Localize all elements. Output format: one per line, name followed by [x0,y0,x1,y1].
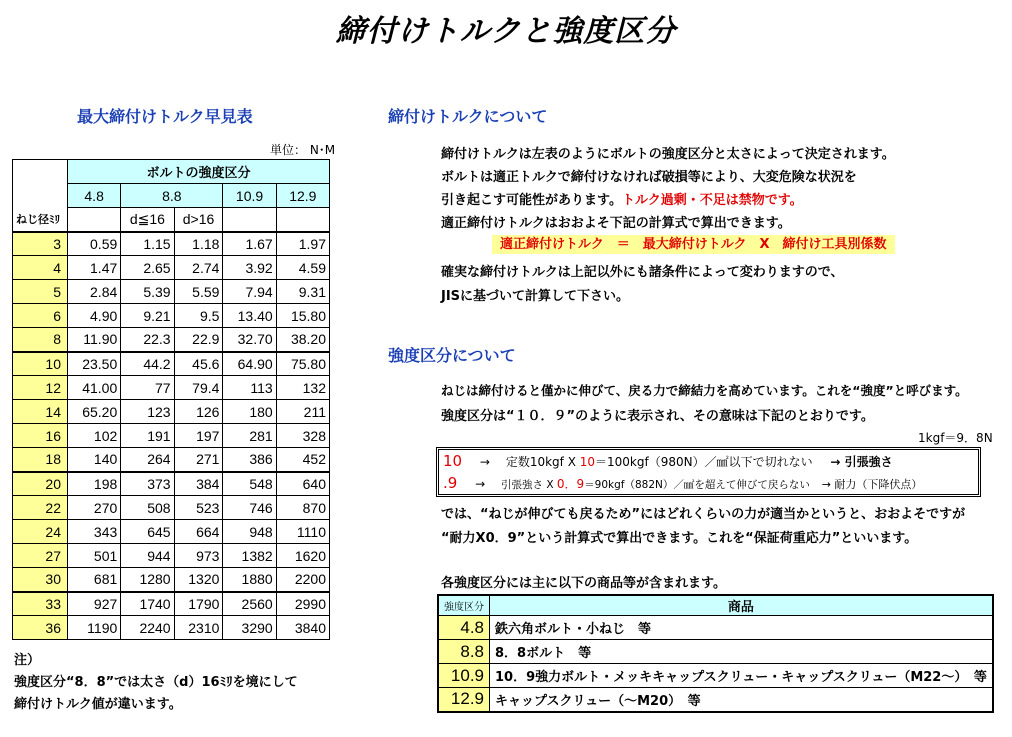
torque-value-cell: 79.4 [174,376,223,400]
arrow: → [479,455,490,469]
note-line-1: 強度区分“8．8”では太さ（d）16ﾐﾘを境にして [14,675,298,690]
torque-value-cell: 9.5 [174,304,223,328]
torque-value-cell: 548 [223,472,276,496]
torque-value-cell: 1190 [68,616,121,640]
torque-value-cell: 44.2 [121,352,174,376]
torque-text-5: 確実な締付けトルクは上記以外にも諸条件によって変わりますので、 [441,265,844,280]
table-row [13,592,330,616]
torque-value-cell: 132 [276,376,329,400]
torque-value-cell: 2.74 [174,256,223,280]
table-row [13,520,330,544]
torque-value-cell: 328 [276,424,329,448]
torque-text-2: ボルトは適正トルクで締付けなければ破損等により、大変危険な状況を [441,170,857,185]
torque-value-cell: 1.47 [68,256,121,280]
dia-label: ねじ径ﾐﾘ [13,208,68,232]
sub-header-d-gt16: d>16 [174,208,223,232]
torque-value-cell: 5.59 [174,280,223,304]
torque-value-cell: 15.80 [276,304,329,328]
table-row [13,304,330,328]
strength-class-header: ボルトの強度区分 [68,160,330,184]
table-row [13,376,330,400]
torque-value-cell: 9.31 [276,280,329,304]
torque-value-cell: 1382 [223,544,276,568]
product-class-cell: 12.9 [438,688,490,712]
class-digit-10: 10 [443,452,463,470]
class-header: 12.9 [276,184,329,208]
torque-value-cell: 3840 [276,616,329,640]
definition-text: ＝90kgf（882N）／㎟を超えて伸びて戻らない [584,479,810,491]
torque-value-cell: 197 [174,424,223,448]
torque-text-3a: 引き起こす可能性があります。 [441,193,622,208]
class-header: 8.8 [121,184,223,208]
product-class-cell: 10.9 [438,664,490,688]
torque-value-cell: 2990 [276,592,329,616]
definition-result: → 引張強さ [830,455,893,469]
page-title: 締付けトルクと強度区分 [335,14,677,49]
torque-text-6: JISに基づいて計算して下さい。 [441,289,630,304]
torque-value-cell: 5.39 [121,280,174,304]
torque-value-cell: 198 [68,472,121,496]
torque-value-cell: 65.20 [68,400,121,424]
torque-value-cell: 373 [121,472,174,496]
table-row [13,424,330,448]
definition-text: 定数10kgf X [505,455,580,469]
definition-text: ＝100kgf（980N）／㎟以下で切れない [595,455,813,469]
torque-value-cell: 664 [174,520,223,544]
torque-value-cell: 41.00 [68,376,121,400]
torque-value-cell: 1320 [174,568,223,592]
diameter-cell: 14 [13,400,68,424]
definition-factor: 10 [579,455,596,469]
torque-value-cell: 113 [223,376,276,400]
torque-value-cell: 523 [174,496,223,520]
arrow: → [475,477,486,491]
definition-row-yield [439,472,978,494]
table-row [13,472,330,496]
torque-value-cell: 384 [174,472,223,496]
torque-value-cell: 2.65 [121,256,174,280]
class-section-heading: 強度区分について [388,346,516,365]
product-name-cell: キャップスクリュー（～M20） 等 [490,688,993,712]
torque-value-cell: 870 [276,496,329,520]
table-row [13,616,330,640]
corner-cell [13,160,68,208]
table-row [13,256,330,280]
torque-value-cell: 191 [121,424,174,448]
col-header-class: 強度区分 [438,595,490,616]
torque-value-cell: 270 [68,496,121,520]
product-name-cell: 8．8ボルト 等 [490,640,993,664]
torque-value-cell: 927 [68,592,121,616]
product-class-cell: 8.8 [438,640,490,664]
blank-cell [276,208,329,232]
torque-value-cell: 75.80 [276,352,329,376]
product-name-cell: 10．9強力ボルト・メッキキャップスクリュー・キャップスクリュー（M22～） 等 [490,664,993,688]
class-digit-9: .9 [443,474,458,492]
class-text-4: “耐力X0．9”という計算式で算出できます。これを“保証荷重応力”といいます。 [441,531,918,546]
torque-table [12,159,330,640]
torque-value-cell: 948 [223,520,276,544]
torque-value-cell: 281 [223,424,276,448]
note-title: 注） [14,653,41,668]
torque-value-cell: 211 [276,400,329,424]
sub-header-d-le16: d≦16 [121,208,174,232]
class-text-5: 各強度区分には主に以下の商品等が含まれます。 [441,576,726,591]
diameter-cell: 33 [13,592,68,616]
diameter-cell: 12 [13,376,68,400]
diameter-cell: 3 [13,232,68,256]
col-header-product: 商品 [490,595,993,616]
table-row [438,616,993,640]
torque-value-cell: 746 [223,496,276,520]
class-text-3: では、“ねじが伸びても戻るため”にはどれくらいの力が適当かというと、おおよそですが [441,507,966,522]
torque-value-cell: 3.92 [223,256,276,280]
torque-value-cell: 501 [68,544,121,568]
torque-chart-heading: 最大締付けトルク早見表 [77,107,253,126]
note-line-2: 締付けトルク値が違います。 [14,697,182,712]
diameter-cell: 18 [13,448,68,472]
torque-value-cell: 973 [174,544,223,568]
table-row [13,328,330,352]
product-name-cell: 鉄六角ボルト・小ねじ 等 [490,616,993,640]
definition-text: 引張強さ X [501,479,557,491]
torque-value-cell: 343 [68,520,121,544]
diameter-cell: 20 [13,472,68,496]
torque-formula: 適正締付けトルク ＝ 最大締付けトルク X 締付け工具別係数 [492,235,895,254]
class-header: 4.8 [68,184,121,208]
table-row [13,400,330,424]
torque-value-cell: 1110 [276,520,329,544]
torque-value-cell: 9.21 [121,304,174,328]
torque-value-cell: 2200 [276,568,329,592]
definition-result: → 耐力（下降伏点） [821,478,923,491]
torque-value-cell: 7.94 [223,280,276,304]
torque-value-cell: 1.18 [174,232,223,256]
torque-value-cell: 1280 [121,568,174,592]
table-row [13,544,330,568]
diameter-cell: 36 [13,616,68,640]
torque-value-cell: 508 [121,496,174,520]
class-text-2: 強度区分は“１０．９”のように表示され、その意味は下記のとおりです。 [441,409,874,424]
table-row [438,664,993,688]
torque-value-cell: 271 [174,448,223,472]
torque-value-cell: 645 [121,520,174,544]
torque-value-cell: 22.9 [174,328,223,352]
product-table [437,594,994,713]
torque-value-cell: 452 [276,448,329,472]
torque-value-cell: 0.59 [68,232,121,256]
torque-text-4: 適正締付けトルクはおおよそ下記の計算式で算出できます。 [441,216,791,231]
torque-value-cell: 386 [223,448,276,472]
blank-cell [68,208,121,232]
torque-value-cell: 77 [121,376,174,400]
torque-value-cell: 64.90 [223,352,276,376]
unit-label: 単位： N･M [270,143,336,157]
torque-text-3 [441,189,803,208]
torque-value-cell: 126 [174,400,223,424]
torque-value-cell: 45.6 [174,352,223,376]
strength-definition-box [436,447,981,497]
torque-value-cell: 13.40 [223,304,276,328]
table-row [13,232,330,256]
diameter-cell: 5 [13,280,68,304]
torque-value-cell: 2560 [223,592,276,616]
torque-value-cell: 264 [121,448,174,472]
definition-row-tensile [439,450,978,472]
torque-value-cell: 123 [121,400,174,424]
torque-value-cell: 2240 [121,616,174,640]
table-row [13,496,330,520]
torque-value-cell: 180 [223,400,276,424]
diameter-cell: 24 [13,520,68,544]
definition-factor: 0．9 [556,477,585,491]
torque-value-cell: 3290 [223,616,276,640]
diameter-cell: 6 [13,304,68,328]
table-row [13,448,330,472]
class-header: 10.9 [223,184,276,208]
blank-cell [223,208,276,232]
torque-value-cell: 4.59 [276,256,329,280]
diameter-cell: 27 [13,544,68,568]
torque-value-cell: 32.70 [223,328,276,352]
table-row [438,640,993,664]
torque-value-cell: 2310 [174,616,223,640]
table-row [438,688,993,712]
diameter-cell: 10 [13,352,68,376]
torque-value-cell: 4.90 [68,304,121,328]
torque-value-cell: 640 [276,472,329,496]
torque-value-cell: 102 [68,424,121,448]
torque-value-cell: 1620 [276,544,329,568]
table-row [13,352,330,376]
diameter-cell: 30 [13,568,68,592]
torque-value-cell: 681 [68,568,121,592]
torque-text-1: 締付けトルクは左表のようにボルトの強度区分と太さによって決定されます。 [441,147,895,162]
torque-value-cell: 38.20 [276,328,329,352]
torque-value-cell: 22.3 [121,328,174,352]
torque-value-cell: 1790 [174,592,223,616]
diameter-cell: 8 [13,328,68,352]
diameter-cell: 16 [13,424,68,448]
torque-value-cell: 11.90 [68,328,121,352]
table-row [13,568,330,592]
torque-value-cell: 2.84 [68,280,121,304]
torque-value-cell: 1880 [223,568,276,592]
product-class-cell: 4.8 [438,616,490,640]
torque-value-cell: 23.50 [68,352,121,376]
torque-section-heading: 締付けトルクについて [388,107,548,126]
torque-value-cell: 1.67 [223,232,276,256]
torque-value-cell: 1.97 [276,232,329,256]
diameter-cell: 4 [13,256,68,280]
class-text-1: ねじは締付けると僅かに伸びて、戻る力で締結力を高めています。これを“強度”と呼びます。 [441,383,968,398]
kgf-note: 1kgf＝9．8N [918,431,993,445]
diameter-cell: 22 [13,496,68,520]
torque-value-cell: 1740 [121,592,174,616]
torque-value-cell: 1.15 [121,232,174,256]
torque-warning: トルク過剰・不足は禁物です。 [621,193,803,208]
torque-value-cell: 944 [121,544,174,568]
table-row [13,280,330,304]
torque-value-cell: 140 [68,448,121,472]
